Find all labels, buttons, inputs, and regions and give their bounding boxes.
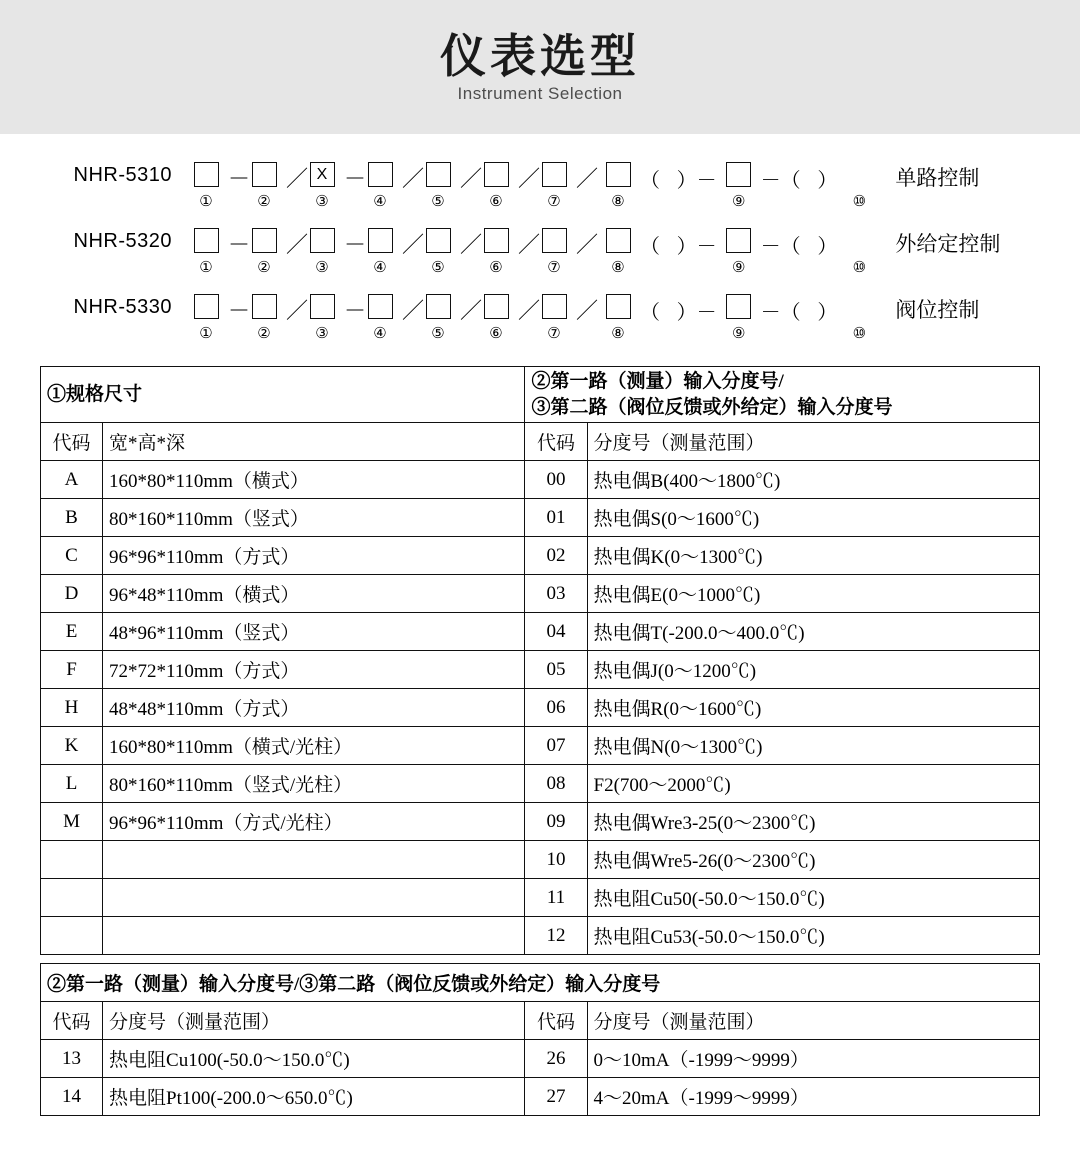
table-row xyxy=(41,765,1040,803)
spec-table-2 xyxy=(40,963,1040,1116)
table2-header: ②第一路（测量）输入分度号/③第二路（阀位反馈或外给定）输入分度号 xyxy=(41,964,1040,1002)
table-row xyxy=(41,537,1040,575)
code-slot-5[interactable] xyxy=(416,288,460,342)
code-slot-number: ⑧ xyxy=(611,259,625,276)
code-slot-number: ⑧ xyxy=(611,325,625,342)
input-code: 04 xyxy=(525,613,587,651)
code-slot-8[interactable] xyxy=(596,222,640,276)
separator-slash: ／ xyxy=(518,232,541,257)
separator-slash: ／ xyxy=(286,166,309,191)
input-desc: 热电阻Cu53(-50.0～150.0℃) xyxy=(587,917,1039,955)
table2-subheader-desc-right: 分度号（测量范围） xyxy=(587,1002,1040,1040)
spec-code: D xyxy=(41,575,103,613)
code-slot-number: ⑤ xyxy=(431,259,445,276)
input-desc: 热电偶Wre3-25(0～2300℃) xyxy=(587,803,1039,841)
code-slot-number: ① xyxy=(199,325,213,342)
input-desc: 热电阻Cu50(-50.0～150.0℃) xyxy=(587,879,1039,917)
code-slot-number: ⑨ xyxy=(731,259,746,276)
code-slot-box[interactable] xyxy=(484,294,509,319)
code-slot-box[interactable] xyxy=(252,294,277,319)
code-slot-number: ① xyxy=(199,259,213,276)
code-slot-1[interactable] xyxy=(184,288,228,342)
page-banner xyxy=(0,0,1080,134)
code-slot-box[interactable] xyxy=(194,228,219,253)
code-slot-9[interactable] xyxy=(717,156,761,210)
code-slot-box[interactable] xyxy=(847,162,872,187)
input-code: 00 xyxy=(525,461,587,499)
code-slot-box[interactable]: X xyxy=(310,162,335,187)
model-code-row xyxy=(0,288,1080,354)
spec-code: C xyxy=(41,537,103,575)
code-slot-9[interactable] xyxy=(717,222,761,276)
table2-subheader-code-left: 代码 xyxy=(41,1002,103,1040)
code-slot-number: ⑥ xyxy=(489,193,503,210)
code-slot-9[interactable] xyxy=(717,288,761,342)
input-desc: F2(700～2000℃) xyxy=(587,765,1039,803)
model-name: NHR-5330 xyxy=(73,296,172,318)
model-name: NHR-5320 xyxy=(73,230,172,252)
slot-group xyxy=(184,156,881,210)
code-slot-number: ⑤ xyxy=(431,193,445,210)
table-row xyxy=(41,1040,1040,1078)
input-desc: 热电偶R(0～1600℃) xyxy=(587,689,1039,727)
code-slot-8[interactable] xyxy=(596,156,640,210)
input-desc: 4～20mA（-1999～9999） xyxy=(587,1078,1040,1116)
table1-header-right xyxy=(525,367,1040,423)
separator-slash: ／ xyxy=(402,298,425,323)
table2-subheader-code-right: 代码 xyxy=(525,1002,587,1040)
code-slot-box[interactable] xyxy=(368,294,393,319)
code-slot-7[interactable] xyxy=(532,288,576,342)
model-row-label: 阀位控制 xyxy=(895,299,980,322)
code-slot-number: ① xyxy=(199,193,213,210)
code-slot-number: ⑨ xyxy=(731,325,746,342)
separator-close-paren: －（ ） xyxy=(760,302,838,324)
code-slot-number: ⑥ xyxy=(489,259,503,276)
spec-code: B xyxy=(41,499,103,537)
model-code-row xyxy=(0,222,1080,288)
code-slot-box[interactable] xyxy=(847,228,872,253)
input-desc: 热电偶S(0～1600℃) xyxy=(587,499,1039,537)
code-slot-box[interactable] xyxy=(726,228,751,253)
input-code: 12 xyxy=(525,917,587,955)
spec-desc: 96*96*110mm（方式） xyxy=(103,537,525,575)
table1-subheader-desc-right: 分度号（测量范围） xyxy=(587,423,1039,461)
table-row xyxy=(41,917,1040,955)
code-slot-4[interactable] xyxy=(358,156,402,210)
separator-dash: － xyxy=(228,166,251,191)
code-slot-10[interactable] xyxy=(837,288,881,342)
code-slot-1[interactable] xyxy=(184,156,228,210)
input-desc: 热电偶T(-200.0～400.0℃) xyxy=(587,613,1039,651)
table1-subheader-desc-left: 宽*高*深 xyxy=(103,423,525,461)
input-code: 13 xyxy=(41,1040,103,1078)
model-row-label: 单路控制 xyxy=(895,167,980,190)
table-row xyxy=(41,461,1040,499)
model-name: NHR-5310 xyxy=(73,164,172,186)
code-slot-6[interactable] xyxy=(474,222,518,276)
table-row xyxy=(41,689,1040,727)
spec-desc xyxy=(103,917,525,955)
code-slot-number: ⑩ xyxy=(852,193,867,210)
code-slot-box[interactable] xyxy=(606,228,631,253)
code-slot-number: ② xyxy=(257,193,271,210)
code-slot-number: ② xyxy=(257,325,271,342)
separator-slash: ／ xyxy=(402,166,425,191)
table-row xyxy=(41,803,1040,841)
code-slot-6[interactable] xyxy=(474,156,518,210)
code-slot-box[interactable] xyxy=(484,162,509,187)
code-slot-10[interactable] xyxy=(837,222,881,276)
spec-code: L xyxy=(41,765,103,803)
code-slot-number: ⑨ xyxy=(731,193,746,210)
table-subheader-row xyxy=(41,423,1040,461)
page-title: 仪表选型 xyxy=(440,29,640,82)
code-slot-box[interactable] xyxy=(542,162,567,187)
table2-subheader-desc-left: 分度号（测量范围） xyxy=(103,1002,525,1040)
table-header-row xyxy=(41,964,1040,1002)
table1-subheader-code-right: 代码 xyxy=(525,423,587,461)
code-slot-2[interactable] xyxy=(242,156,286,210)
separator-slash: ／ xyxy=(286,298,309,323)
input-desc: 0～10mA（-1999～9999） xyxy=(587,1040,1040,1078)
code-slot-number: ④ xyxy=(373,193,387,210)
separator-dash: － xyxy=(344,232,367,257)
spec-desc: 48*96*110mm（竖式） xyxy=(103,613,525,651)
table-row xyxy=(41,1078,1040,1116)
table-subheader-row xyxy=(41,1002,1040,1040)
table-row xyxy=(41,575,1040,613)
code-slot-1[interactable] xyxy=(184,222,228,276)
code-slot-7[interactable] xyxy=(532,156,576,210)
page-subtitle: Instrument Selection xyxy=(457,84,623,104)
code-slot-3[interactable] xyxy=(300,156,344,210)
code-slot-number: ③ xyxy=(315,259,329,276)
separator-slash: ／ xyxy=(460,298,483,323)
code-slot-box[interactable] xyxy=(310,228,335,253)
code-slot-box[interactable] xyxy=(252,228,277,253)
table-row xyxy=(41,499,1040,537)
code-slot-number: ⑤ xyxy=(431,325,445,342)
code-slot-box[interactable] xyxy=(606,162,631,187)
input-desc: 热电偶K(0～1300℃) xyxy=(587,537,1039,575)
spec-desc: 72*72*110mm（方式） xyxy=(103,651,525,689)
input-desc: 热电偶J(0～1200℃) xyxy=(587,651,1039,689)
table1-subheader-code-left: 代码 xyxy=(41,423,103,461)
code-slot-4[interactable] xyxy=(358,222,402,276)
code-slot-number: ④ xyxy=(373,325,387,342)
table-row xyxy=(41,879,1040,917)
code-slot-box[interactable] xyxy=(847,294,872,319)
input-code: 01 xyxy=(525,499,587,537)
code-slot-6[interactable] xyxy=(474,288,518,342)
separator-slash: ／ xyxy=(286,232,309,257)
input-code: 07 xyxy=(525,727,587,765)
model-code-row xyxy=(0,156,1080,222)
input-desc: 热电偶B(400～1800℃) xyxy=(587,461,1039,499)
spec-code: A xyxy=(41,461,103,499)
table1-header-right-line1: ②第一路（测量）输入分度号/ xyxy=(531,371,784,392)
separator-dash: － xyxy=(344,298,367,323)
separator-slash: ／ xyxy=(576,298,599,323)
input-code: 06 xyxy=(525,689,587,727)
input-code: 08 xyxy=(525,765,587,803)
spec-code: F xyxy=(41,651,103,689)
slot-group xyxy=(184,222,881,276)
input-code: 03 xyxy=(525,575,587,613)
code-slot-5[interactable] xyxy=(416,156,460,210)
code-slot-box[interactable] xyxy=(542,294,567,319)
code-slot-box[interactable] xyxy=(194,162,219,187)
code-slot-number: ⑦ xyxy=(547,259,561,276)
code-slot-number: ② xyxy=(257,259,271,276)
table1-header-right-line2: ③第二路（阀位反馈或外给定）输入分度号 xyxy=(531,396,893,418)
table-row xyxy=(41,727,1040,765)
code-slot-box[interactable] xyxy=(368,228,393,253)
input-desc: 热电偶Wre5-26(0～2300℃) xyxy=(587,841,1039,879)
model-code-diagram xyxy=(0,134,1080,358)
code-slot-number: ⑧ xyxy=(611,193,625,210)
input-code: 11 xyxy=(525,879,587,917)
spec-desc: 96*96*110mm（方式/光柱） xyxy=(103,803,525,841)
separator-slash: ／ xyxy=(460,166,483,191)
separator-dash: － xyxy=(228,232,251,257)
spec-desc: 96*48*110mm（横式） xyxy=(103,575,525,613)
code-slot-box[interactable] xyxy=(310,294,335,319)
spec-desc: 80*160*110mm（竖式/光柱） xyxy=(103,765,525,803)
input-code: 10 xyxy=(525,841,587,879)
input-desc: 热电阻Pt100(-200.0～650.0℃) xyxy=(103,1078,525,1116)
input-code: 09 xyxy=(525,803,587,841)
code-slot-box[interactable] xyxy=(426,228,451,253)
spec-code: E xyxy=(41,613,103,651)
spec-desc xyxy=(103,841,525,879)
input-code: 05 xyxy=(525,651,587,689)
spec-code: K xyxy=(41,727,103,765)
separator-slash: ／ xyxy=(402,232,425,257)
code-slot-number: ⑩ xyxy=(852,259,867,276)
slot-group xyxy=(184,288,881,342)
code-slot-number: ⑩ xyxy=(852,325,867,342)
separator-open-paren: （ ）－ xyxy=(640,170,717,192)
code-slot-box[interactable] xyxy=(484,228,509,253)
code-slot-3[interactable] xyxy=(300,222,344,276)
code-slot-4[interactable] xyxy=(358,288,402,342)
table-row xyxy=(41,841,1040,879)
code-slot-box[interactable] xyxy=(368,162,393,187)
separator-slash: ／ xyxy=(576,166,599,191)
code-slot-3[interactable] xyxy=(300,288,344,342)
separator-slash: ／ xyxy=(518,166,541,191)
spec-desc: 160*80*110mm（横式/光柱） xyxy=(103,727,525,765)
separator-close-paren: －（ ） xyxy=(760,236,838,258)
spec-code xyxy=(41,879,103,917)
input-desc: 热电偶E(0～1000℃) xyxy=(587,575,1039,613)
code-slot-10[interactable] xyxy=(837,156,881,210)
code-slot-number: ⑦ xyxy=(547,325,561,342)
table-row xyxy=(41,613,1040,651)
spec-code: H xyxy=(41,689,103,727)
spec-code xyxy=(41,841,103,879)
input-code: 14 xyxy=(41,1078,103,1116)
code-slot-number: ③ xyxy=(315,193,329,210)
code-slot-number: ⑥ xyxy=(489,325,503,342)
spec-desc: 160*80*110mm（横式） xyxy=(103,461,525,499)
separator-slash: ／ xyxy=(460,232,483,257)
code-slot-box[interactable] xyxy=(606,294,631,319)
spec-code xyxy=(41,917,103,955)
input-desc: 热电偶N(0～1300℃) xyxy=(587,727,1039,765)
separator-close-paren: －（ ） xyxy=(760,170,838,192)
code-slot-7[interactable] xyxy=(532,222,576,276)
code-slot-number: ③ xyxy=(315,325,329,342)
code-slot-2[interactable] xyxy=(242,288,286,342)
code-slot-box[interactable] xyxy=(726,162,751,187)
separator-open-paren: （ ）－ xyxy=(640,302,717,324)
table-header-row xyxy=(41,367,1040,423)
spec-desc xyxy=(103,879,525,917)
input-desc: 热电阻Cu100(-50.0～150.0℃) xyxy=(103,1040,525,1078)
code-slot-box[interactable] xyxy=(426,162,451,187)
code-slot-box[interactable] xyxy=(542,228,567,253)
separator-dash: － xyxy=(344,166,367,191)
code-slot-8[interactable] xyxy=(596,288,640,342)
code-slot-5[interactable] xyxy=(416,222,460,276)
model-row-label: 外给定控制 xyxy=(895,233,1001,256)
table1-header-left: ①规格尺寸 xyxy=(41,367,525,423)
code-slot-box[interactable] xyxy=(252,162,277,187)
spec-table-1 xyxy=(40,366,1040,955)
separator-dash: － xyxy=(228,298,251,323)
code-slot-box[interactable] xyxy=(726,294,751,319)
code-slot-2[interactable] xyxy=(242,222,286,276)
separator-slash: ／ xyxy=(518,298,541,323)
spec-code: M xyxy=(41,803,103,841)
separator-slash: ／ xyxy=(576,232,599,257)
separator-open-paren: （ ）－ xyxy=(640,236,717,258)
spec-desc: 80*160*110mm（竖式） xyxy=(103,499,525,537)
input-code: 27 xyxy=(525,1078,587,1116)
code-slot-number: ⑦ xyxy=(547,193,561,210)
spec-desc: 48*48*110mm（方式） xyxy=(103,689,525,727)
input-code: 26 xyxy=(525,1040,587,1078)
input-code: 02 xyxy=(525,537,587,575)
code-slot-number: ④ xyxy=(373,259,387,276)
code-slot-box[interactable] xyxy=(194,294,219,319)
table-row xyxy=(41,651,1040,689)
code-slot-box[interactable] xyxy=(426,294,451,319)
